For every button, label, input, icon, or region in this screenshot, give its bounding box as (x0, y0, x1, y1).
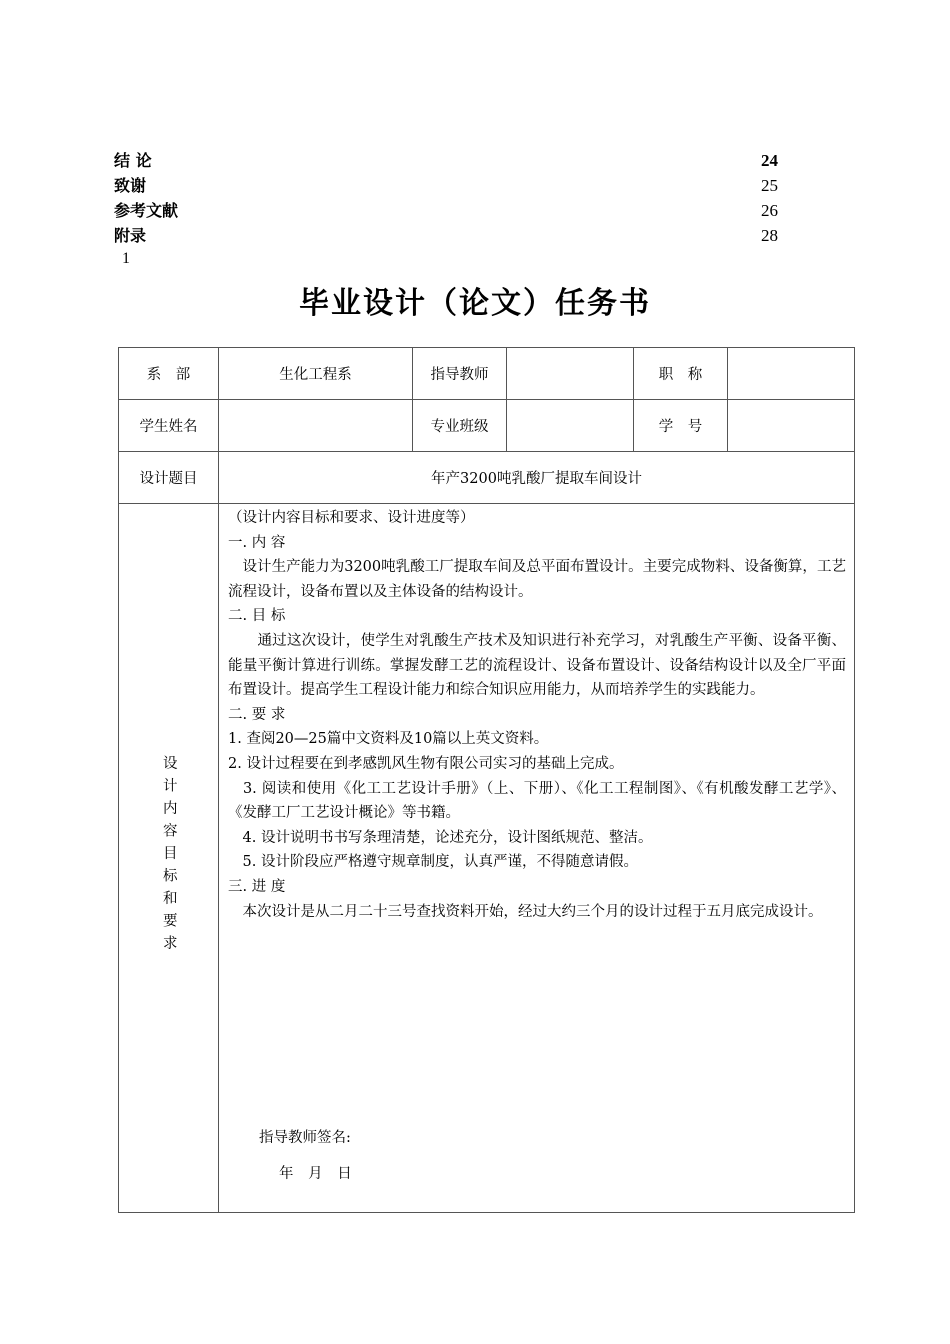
content-line: 设计生产能力为3200吨乳酸工厂提取车间及总平面布置设计。主要完成物料、设备衡算，工艺流程设计，设备布置以及主体设备的结构设计。 (228, 559, 846, 600)
toc-entry-title: 参考文献 (114, 201, 179, 220)
design-content-cell[interactable] (219, 504, 855, 1213)
content-line: 三. 进 度 (228, 878, 286, 895)
toc-entry[interactable] (114, 148, 778, 173)
content-line: 5. 设计阶段应严格遵守规章制度，认真严谨，不得随意请假。 (228, 854, 638, 871)
major-class-label: 专业班级 (413, 400, 507, 452)
toc-entry[interactable] (114, 198, 778, 223)
department-value[interactable]: 生化工程系 (219, 348, 413, 400)
student-id-label: 学 号 (634, 400, 728, 452)
signature-date: 年 月 日 (279, 1166, 352, 1182)
advisor-signature-label: 指导教师签名: (259, 1130, 351, 1146)
student-name-label: 学生姓名 (119, 400, 219, 452)
title-rank-label: 职 称 (634, 348, 728, 400)
design-topic-label: 设计题目 (119, 452, 219, 504)
student-name-value[interactable] (219, 400, 413, 452)
toc-entry[interactable] (114, 173, 778, 198)
advisor-label: 指导教师 (413, 348, 507, 400)
content-line: 4. 设计说明书书写条理清楚，论述充分，设计图纸规范、整洁。 (228, 829, 653, 846)
toc-entry-title: 结 论 (114, 151, 152, 170)
major-class-value[interactable] (507, 400, 634, 452)
toc-entry-title: 附录 (114, 226, 147, 245)
student-id-value[interactable] (728, 400, 855, 452)
content-line: 1. 查阅20—25篇中文资料及10篇以上英文资料。 (228, 731, 549, 748)
design-topic-value[interactable]: 年产3200吨乳酸厂提取车间设计 (219, 452, 855, 504)
content-line: 一. 内 容 (228, 534, 286, 551)
content-line: 3. 阅读和使用《化工工艺设计手册》（上、下册）、《化工工程制图》、《有机酸发酵工艺学》、《发酵工厂工艺设计概论》等书籍。 (228, 780, 846, 822)
toc-entry[interactable] (114, 223, 778, 248)
signature-block (259, 1120, 352, 1192)
content-line: 二. 要 求 (228, 706, 286, 723)
advisor-value[interactable] (507, 348, 634, 400)
title-rank-value[interactable] (728, 348, 855, 400)
toc-entry-title: 致谢 (114, 176, 147, 195)
toc-entry-page: 24 (761, 151, 778, 170)
page-title: 毕业设计（论文）任务书 (299, 286, 651, 321)
page-number: 1 (122, 250, 130, 267)
content-line: 通过这次设计，使学生对乳酸生产技术及知识进行补充学习，对乳酸生产平衡、设备平衡、能量平衡计算进行训练。掌握发酵工艺的流程设计、设备布置设计、设备结构设计以及全厂平面布置设计。提高学生工程设计能力和综合知识应用能力，从而培养学生的实践能力。 (228, 632, 846, 699)
content-line: （设计内容目标和要求、设计进度等） (228, 510, 475, 526)
design-content-label-cell (119, 504, 219, 1213)
toc-entry-page: 28 (761, 226, 778, 245)
toc-entry-page: 25 (761, 176, 778, 195)
content-line: 二. 目 标 (228, 608, 286, 625)
department-label: 系 部 (119, 348, 219, 400)
toc-entry-page: 26 (761, 201, 778, 220)
content-line: 本次设计是从二月二十三号查找资料开始，经过大约三个月的设计过程于五月底完成设计。 (228, 903, 823, 920)
content-line: 2. 设计过程要在到孝感凯风生物有限公司实习的基础上完成。 (228, 755, 624, 772)
task-form-table (118, 347, 855, 1213)
design-content-label: 设计内容目标和要求 (160, 754, 177, 958)
table-of-contents (114, 148, 778, 248)
design-content-text (228, 506, 846, 924)
